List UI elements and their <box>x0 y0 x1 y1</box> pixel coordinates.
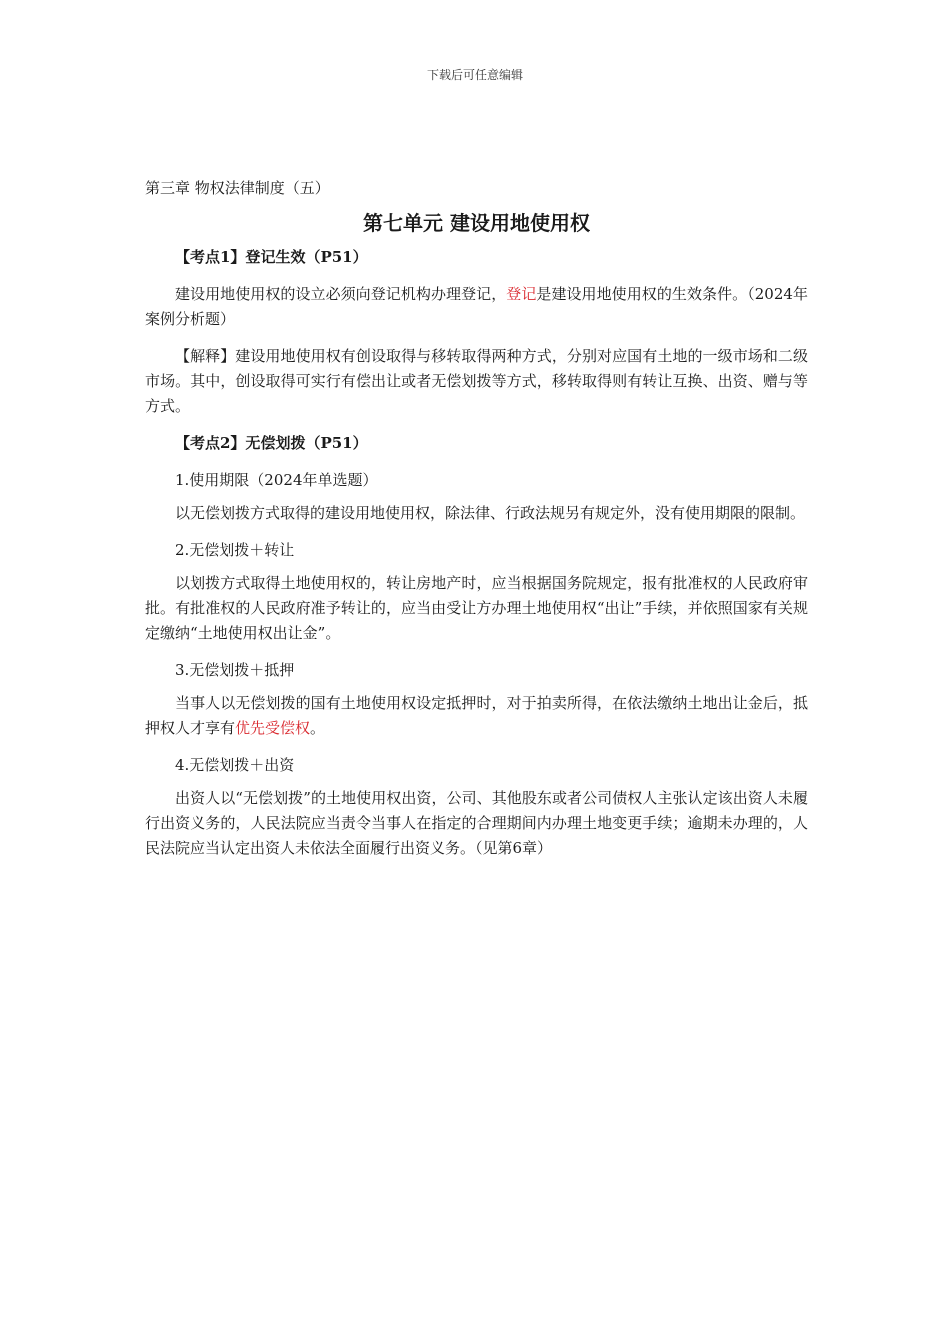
chapter-heading: 第三章 物权法律制度（五） <box>145 179 330 197</box>
section1-text: 以无偿划拨方式取得的建设用地使用权，除法律、行政法规另有规定外，没有使用期限的限制。 <box>175 504 806 522</box>
section4-title: 4.无偿划拨＋出资 <box>175 756 295 774</box>
unit-title: 第七单元 建设用地使用权 <box>363 211 590 235</box>
section2-text: 以划拨方式取得土地使用权的，转让房地产时，应当根据国务院规定，报有批准权的人民政府审批。有批准权的人民政府准予转让的，应当由受让方办理土地使用权“出让”手续，并依照国家有关规定缴纳“土地使用权出让金”。 <box>145 574 808 642</box>
point1-text-b: 是建设用地使用权的生效条件。（2024年案例分析题） <box>145 285 808 328</box>
point1-text-a: 建设用地使用权的设立必须向登记机构办理登记， <box>175 285 507 303</box>
section3-title: 3.无偿划拨＋抵押 <box>175 661 295 679</box>
section3-text-a: 当事人以无偿划拨的国有土地使用权设定抵押时，对于拍卖所得，在依法缴纳土地出让金后，抵押权人才享有 <box>145 694 808 737</box>
point1-title: 【考点1】登记生效（P51） <box>175 248 368 266</box>
point1-paragraph <box>145 282 808 332</box>
section2-title: 2.无偿划拨＋转让 <box>175 541 295 559</box>
document-content <box>145 176 808 873</box>
point1-explanation: 【解释】建设用地使用权有创设取得与移转取得两种方式，分别对应国有土地的一级市场和二级市场。其中，创设取得可实行有偿出让或者无偿划拨等方式，移转取得则有转让互换、出资、赠与等方式。 <box>145 347 808 415</box>
point1-highlight: 登记 <box>506 285 537 303</box>
section3-highlight: 优先受偿权 <box>235 719 311 737</box>
section3-text-b: 。 <box>310 719 326 737</box>
section3-paragraph <box>145 691 808 741</box>
point2-title: 【考点2】无偿划拨（P51） <box>175 434 368 452</box>
section4-text: 出资人以“无偿划拨”的土地使用权出资，公司、其他股东或者公司债权人主张认定该出资人未履行出资义务的，人民法院应当责令当事人在指定的合理期间内办理土地变更手续；逾期未办理的，人民法院应当认定出资人未依法全面履行出资义务。（见第6章） <box>145 789 808 857</box>
header-note: 下载后可任意编辑 <box>426 68 523 82</box>
section1-title: 1.使用期限（2024年单选题） <box>175 471 378 489</box>
